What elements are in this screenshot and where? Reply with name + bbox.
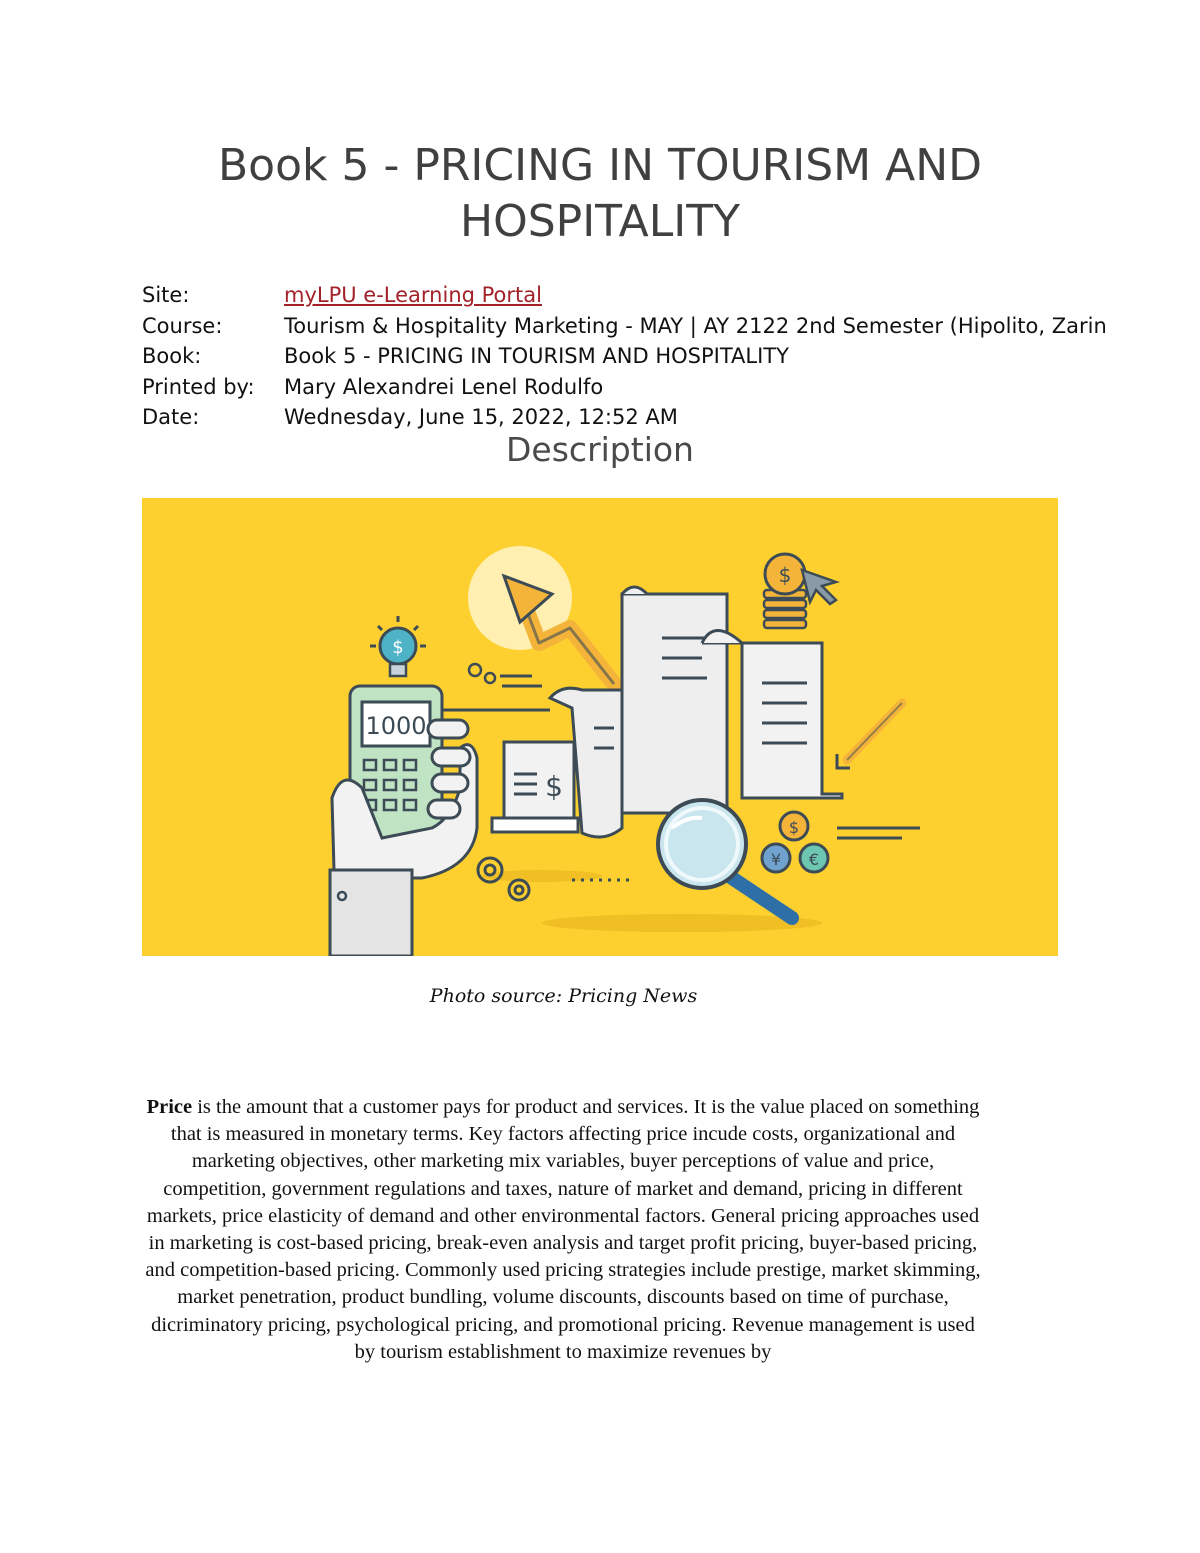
meta-row-book xyxy=(142,341,1200,372)
course-value: Tourism & Hospitality Marketing - MAY | AY 2122 2nd Semester (Hipolito, Zarin xyxy=(284,313,1107,338)
svg-text:1000: 1000 xyxy=(365,712,427,740)
book-value: Book 5 - PRICING IN TOURISM AND HOSPITALITY xyxy=(284,344,789,368)
yen-coin-icon xyxy=(762,844,790,872)
receipt-icon xyxy=(492,742,578,832)
lead-term: Price xyxy=(146,1096,193,1118)
print-metadata xyxy=(142,280,1200,433)
body-paragraph xyxy=(142,1094,984,1366)
meta-row-course xyxy=(142,311,1200,342)
svg-text:$: $ xyxy=(778,563,792,587)
printed-by-label: Printed by: xyxy=(142,374,255,399)
svg-text:¥: ¥ xyxy=(770,850,782,869)
book-label: Book: xyxy=(142,344,202,368)
site-label: Site: xyxy=(142,283,190,307)
coin-stack-icon xyxy=(764,554,806,628)
svg-text:$: $ xyxy=(545,770,563,803)
meta-row-site xyxy=(142,280,1200,311)
course-label: Course: xyxy=(142,313,223,338)
body-text: is the amount that a customer pays for product and services. It is the value placed on something that is measured in monetary terms. Key factors affecting price incude costs, organizational and marketing objectives, other marketing mix variables, buyer perceptions of value and price, competition, government regulations and taxes, nature of market and demand, pricing in different markets, price elasticity of demand and other environmental factors. General pricing approaches used in marketing is cost-based pricing, break-even analysis and target profit pricing, buyer-based pricing, and competition-based pricing. Commonly used pricing strategies include prestige, market skimming, market penetration, product bundling, volume discounts, discounts based on time of purchase, dicriminatory pricing, psychological pricing, and promotional pricing. Revenue management is used by tourism establishment to maximize revenues by xyxy=(145,1096,981,1363)
euro-coin-icon xyxy=(800,844,828,872)
photo-caption: Photo source: Pricing News xyxy=(429,985,698,1007)
section-heading: Description xyxy=(506,430,694,469)
site-link[interactable]: myLPU e-Learning Portal xyxy=(284,283,542,307)
svg-text:€: € xyxy=(808,850,820,869)
svg-text:$: $ xyxy=(392,637,404,658)
book-title: Book 5 - PRICING IN TOURISM AND HOSPITALITY xyxy=(217,140,983,247)
dollar-coin-icon xyxy=(780,812,808,840)
svg-text:$: $ xyxy=(788,818,800,837)
pricing-illustration xyxy=(142,498,1058,956)
printed-by-value: Mary Alexandrei Lenel Rodulfo xyxy=(284,374,604,399)
meta-row-printed-by xyxy=(142,372,1200,403)
meta-row-date xyxy=(142,402,1200,433)
date-value: Wednesday, June 15, 2022, 12:52 AM xyxy=(284,405,678,429)
date-label: Date: xyxy=(142,405,200,429)
